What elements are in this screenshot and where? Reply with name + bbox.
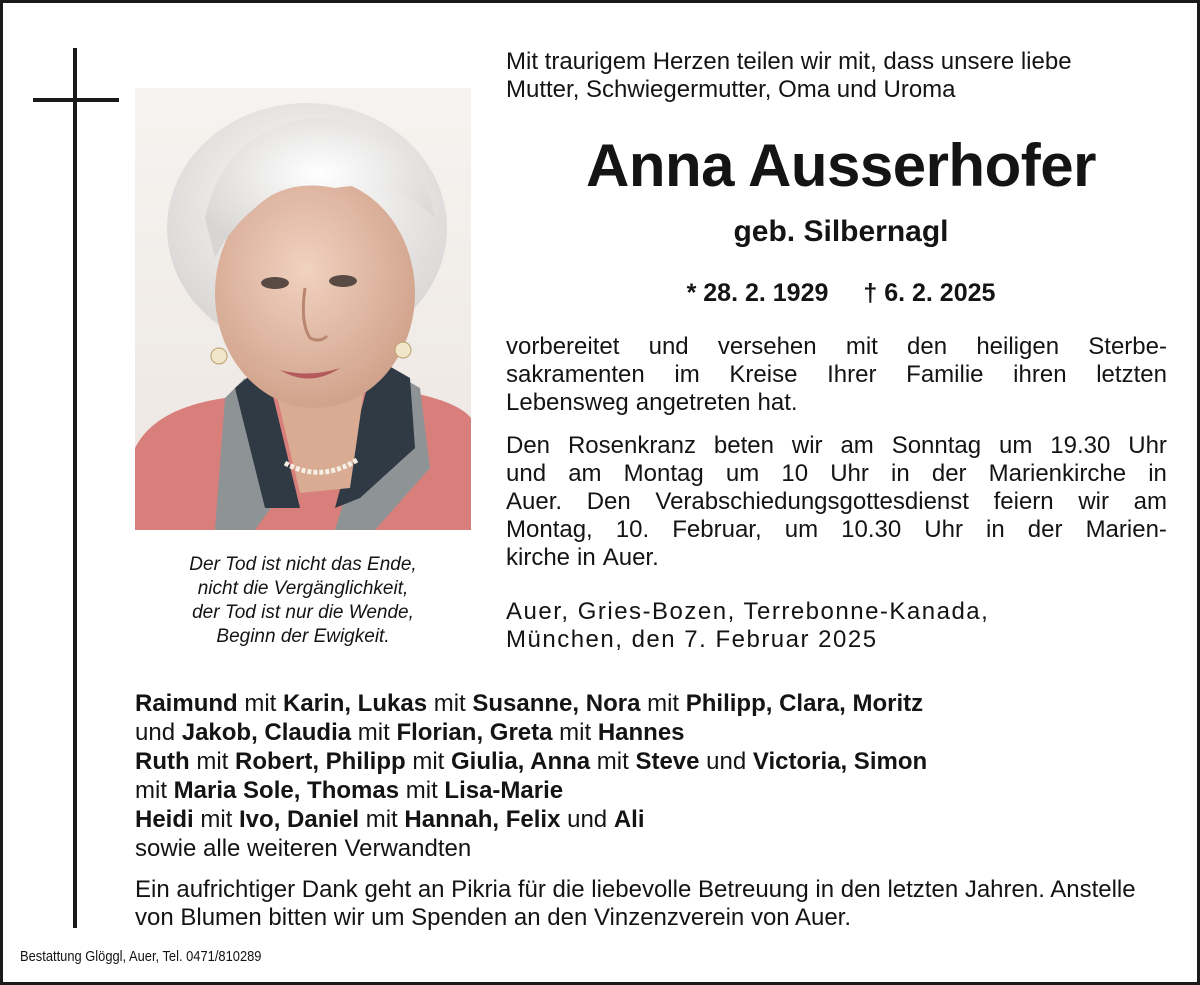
passing-paragraph — [506, 333, 1167, 417]
portrait-photo — [135, 88, 471, 530]
word: hat. — [757, 389, 798, 416]
paragraph-line — [506, 544, 1167, 572]
family-line — [135, 718, 1135, 747]
word: Montag — [623, 460, 704, 487]
memorial-verse — [135, 553, 471, 649]
paragraph-line — [506, 333, 1167, 361]
family-connector: mit — [193, 806, 240, 833]
word: 19.30 — [1050, 432, 1111, 459]
birth-date: * 28. 2. 1929 — [686, 279, 829, 307]
family-names: Giulia, Anna — [450, 748, 591, 775]
life-dates — [506, 276, 1176, 310]
places-date — [506, 598, 1167, 654]
word: am — [1133, 488, 1167, 515]
paragraph-line — [506, 488, 1167, 516]
places-line: München, den 7. Februar 2025 — [506, 626, 878, 653]
family-names: Ruth — [135, 748, 190, 775]
family-connector: mit — [135, 777, 174, 804]
word: Sterbe- — [1088, 333, 1167, 360]
family-connector: mit — [351, 719, 397, 746]
word: und — [648, 333, 689, 360]
word: angetreten — [635, 389, 751, 416]
word: Kreise — [729, 361, 798, 388]
family-connector: mit — [640, 690, 686, 717]
family-names: Florian, Greta — [396, 719, 553, 746]
family-names: Philipp, Clara, Moritz — [685, 690, 924, 717]
verse-line: der Tod ist nur die Wende, — [192, 602, 414, 623]
word: vorbereitet — [506, 333, 620, 360]
word: Auer. — [602, 544, 659, 571]
family-line — [135, 776, 1135, 805]
word: Uhr — [924, 516, 963, 543]
word: beten — [713, 432, 774, 459]
family-names: Ivo, Daniel — [239, 806, 360, 833]
family-names: Maria Sole, Thomas — [173, 777, 400, 804]
word: den — [907, 333, 948, 360]
verse-line: Der Tod ist nicht das Ende, — [189, 554, 417, 575]
family-connector: und — [135, 719, 182, 746]
word: in — [891, 460, 910, 487]
family-connector: mit — [359, 806, 405, 833]
word: Marien- — [1085, 516, 1167, 543]
word: Marienkirche — [988, 460, 1127, 487]
funeral-home-info: Bestattung Glöggl, Auer, Tel. 0471/810289 — [20, 948, 262, 965]
family-connector: sowie alle weiteren Verwandten — [135, 835, 472, 862]
word: 10.30 — [841, 516, 902, 543]
family-connector: und — [560, 806, 614, 833]
word: um — [725, 460, 760, 487]
word: Den — [586, 488, 631, 515]
word: in — [577, 544, 596, 571]
family-names: Hannah, Felix — [404, 806, 561, 833]
paragraph-line — [506, 389, 1167, 417]
cross-crossbar — [33, 98, 119, 102]
family-names: Jakob, Claudia — [181, 719, 352, 746]
paragraph-line — [506, 432, 1167, 460]
family-names: Ali — [613, 806, 645, 833]
word: wir — [1078, 488, 1109, 515]
word: sakramenten — [506, 361, 645, 388]
word: um — [784, 516, 819, 543]
family-connector: mit — [189, 748, 235, 775]
word: der — [1027, 516, 1063, 543]
family-line — [135, 805, 1135, 834]
family-connector: und — [699, 748, 753, 775]
word: am — [840, 432, 874, 459]
word: Verabschiedungsgottesdienst — [655, 488, 969, 515]
family-names: Victoria, Simon — [752, 748, 928, 775]
word: letzten — [1096, 361, 1167, 388]
word: Familie — [906, 361, 984, 388]
word: feiern — [993, 488, 1054, 515]
paragraph-line — [506, 361, 1167, 389]
thanks-text: Ein aufrichtiger Dank geht an Pikria für die liebevolle Betreuung in den letzten Jahren. Anstelle von Blumen bitten wir um Spenden an den Vinzenzverein von Auer. — [135, 876, 1136, 931]
word: Montag, — [506, 516, 593, 543]
family-names: Lisa-Marie — [444, 777, 564, 804]
family-names: Karin, Lukas — [283, 690, 428, 717]
family-names: Steve — [635, 748, 700, 775]
family-line — [135, 834, 1135, 863]
family-names: Robert, Philipp — [234, 748, 406, 775]
maiden-name: geb. Silbernagl — [733, 215, 949, 248]
verse-line: nicht die Vergänglichkeit, — [197, 578, 409, 599]
cross-symbol — [73, 48, 77, 928]
family-connector: mit — [590, 748, 636, 775]
word: am — [568, 460, 602, 487]
family-connector: mit — [405, 748, 451, 775]
word: Sonntag — [891, 432, 982, 459]
deceased-name: Anna Ausserhofer — [586, 132, 1096, 199]
family-line — [135, 747, 1135, 776]
word: und — [506, 460, 547, 487]
word: Uhr — [1128, 432, 1167, 459]
word: in — [1148, 460, 1167, 487]
word: Uhr — [830, 460, 869, 487]
family-line — [135, 689, 1135, 718]
word: Februar, — [672, 516, 762, 543]
paragraph-line — [506, 516, 1167, 544]
family-connector: mit — [399, 777, 445, 804]
word: versehen — [717, 333, 817, 360]
word: Lebensweg — [506, 389, 629, 416]
word: 10 — [781, 460, 809, 487]
word: im — [674, 361, 700, 388]
word: mit — [845, 333, 878, 360]
intro-text — [506, 48, 1176, 104]
word: um — [999, 432, 1033, 459]
family-names: Hannes — [597, 719, 685, 746]
intro-line: Mutter, Schwiegermutter, Oma und Uroma — [506, 76, 956, 103]
word: ihren — [1013, 361, 1067, 388]
word: kirche — [506, 544, 571, 571]
service-paragraph — [506, 432, 1167, 572]
word: heiligen — [976, 333, 1060, 360]
word: Auer. — [506, 488, 563, 515]
family-list — [135, 689, 1135, 863]
paragraph-line — [506, 460, 1167, 488]
family-connector: mit — [237, 690, 283, 717]
death-date: † 6. 2. 2025 — [863, 279, 996, 307]
word: 10. — [615, 516, 650, 543]
verse-line: Beginn der Ewigkeit. — [216, 626, 390, 647]
intro-line: Mit traurigem Herzen teilen wir mit, dass unsere liebe — [506, 48, 1072, 75]
word: Rosenkranz — [567, 432, 696, 459]
word: in — [986, 516, 1005, 543]
family-names: Raimund — [135, 690, 238, 717]
family-connector: mit — [427, 690, 473, 717]
word: Ihrer — [827, 361, 877, 388]
word: Den — [506, 432, 551, 459]
word: wir — [791, 432, 823, 459]
family-names: Susanne, Nora — [472, 690, 641, 717]
word: der — [931, 460, 967, 487]
places-line: Auer, Gries-Bozen, Terrebonne-Kanada, — [506, 598, 990, 625]
family-names: Heidi — [135, 806, 194, 833]
family-connector: mit — [552, 719, 598, 746]
